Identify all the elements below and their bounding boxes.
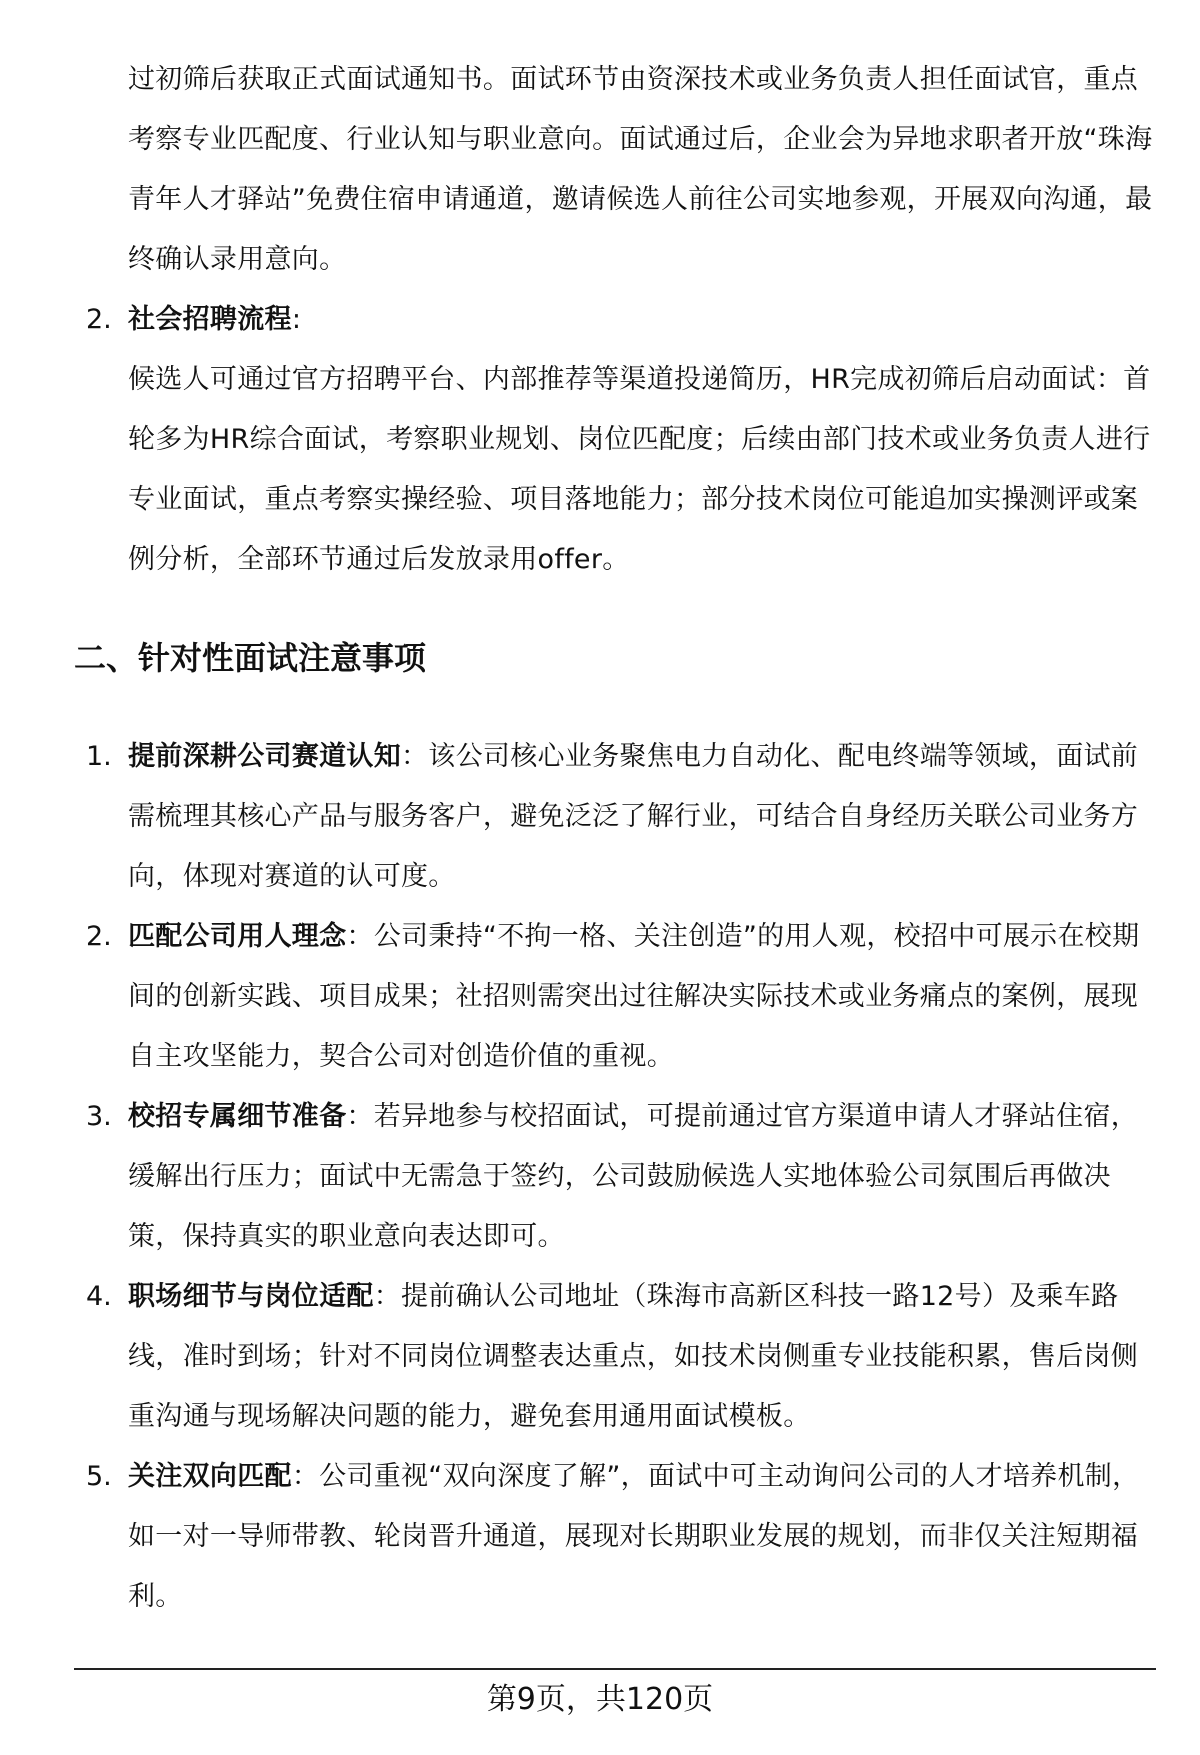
list-item-title: 校招专属细节准备 <box>128 1101 347 1132</box>
list-number: 1. <box>86 741 112 772</box>
list-item-body: 候选人可通过官方招聘平台、内部推荐等渠道投递简历，HR完成初筛后启动面试：首轮多为HR综合面试，考察职业规划、岗位匹配度；后续由部门技术或业务负责人进行专业面试，重点考察实操经验、项目落地能力；部分技术岗位可能追加实操测评或案例分析，全部环节通过后发放录用offer。 <box>128 364 1151 575</box>
list-item-title: 社会招聘流程 <box>128 304 292 335</box>
list-item-text: ：公司秉持“不拘一格、关注创造”的用人观，校招中可展示在校期间的创新实践、项目成果；社招则需突出过往解决实际技术或业务痛点的案例，展现自主攻坚能力，契合公司对创造价值的重视。 <box>128 921 1140 1072</box>
list-number: 5. <box>86 1461 112 1492</box>
list-item-text: ：该公司核心业务聚焦电力自动化、配电终端等领域，面试前需梳理其核心产品与服务客户，避免泛泛了解行业，可结合自身经历关联公司业务方向，体现对赛道的认可度。 <box>128 741 1139 892</box>
list-item-title: 提前深耕公司赛道认知 <box>128 741 401 772</box>
list-number: 4. <box>86 1281 112 1312</box>
list-number: 2. <box>86 921 112 952</box>
section-heading: 二、针对性面试注意事项 <box>74 639 427 677</box>
list-item-title: 关注双向匹配 <box>128 1461 292 1492</box>
list-number: 3. <box>86 1101 112 1132</box>
separator: : <box>291 304 302 335</box>
list-item-title: 职场细节与岗位适配 <box>128 1281 374 1312</box>
list-item-text: ：提前确认公司地址（珠海市高新区科技一路12号）及乘车路线，准时到场；针对不同岗位调整表达重点，如技术岗侧重专业技能积累，售后岗侧重沟通与现场解决问题的能力，避免套用通用面试模板。 <box>128 1281 1139 1432</box>
intro-paragraph: 过初筛后获取正式面试通知书。面试环节由资深技术或业务负责人担任面试官，重点考察专业匹配度、行业认知与职业意向。面试通过后，企业会为异地求职者开放“珠海青年人才驿站”免费住宿申请通道，邀请候选人前往公司实地参观，开展双向沟通，最终确认录用意向。 <box>128 64 1153 275</box>
page-number: 第9页，共120页 <box>486 1682 714 1717</box>
list-item-title: 匹配公司用人理念 <box>128 921 347 952</box>
list-number: 2. <box>86 304 112 335</box>
list-item-text: ：若异地参与校招面试，可提前通过官方渠道申请人才驿站住宿，缓解出行压力；面试中无需急于签约，公司鼓励候选人实地体验公司氛围后再做决策，保持真实的职业意向表达即可。 <box>128 1101 1139 1252</box>
footer-divider <box>74 1668 1156 1670</box>
list-item-text: ：公司重视“双向深度了解”，面试中可主动询问公司的人才培养机制，如一对一导师带教、轮岗晋升通道，展现对长期职业发展的规划，而非仅关注短期福利。 <box>128 1461 1140 1612</box>
